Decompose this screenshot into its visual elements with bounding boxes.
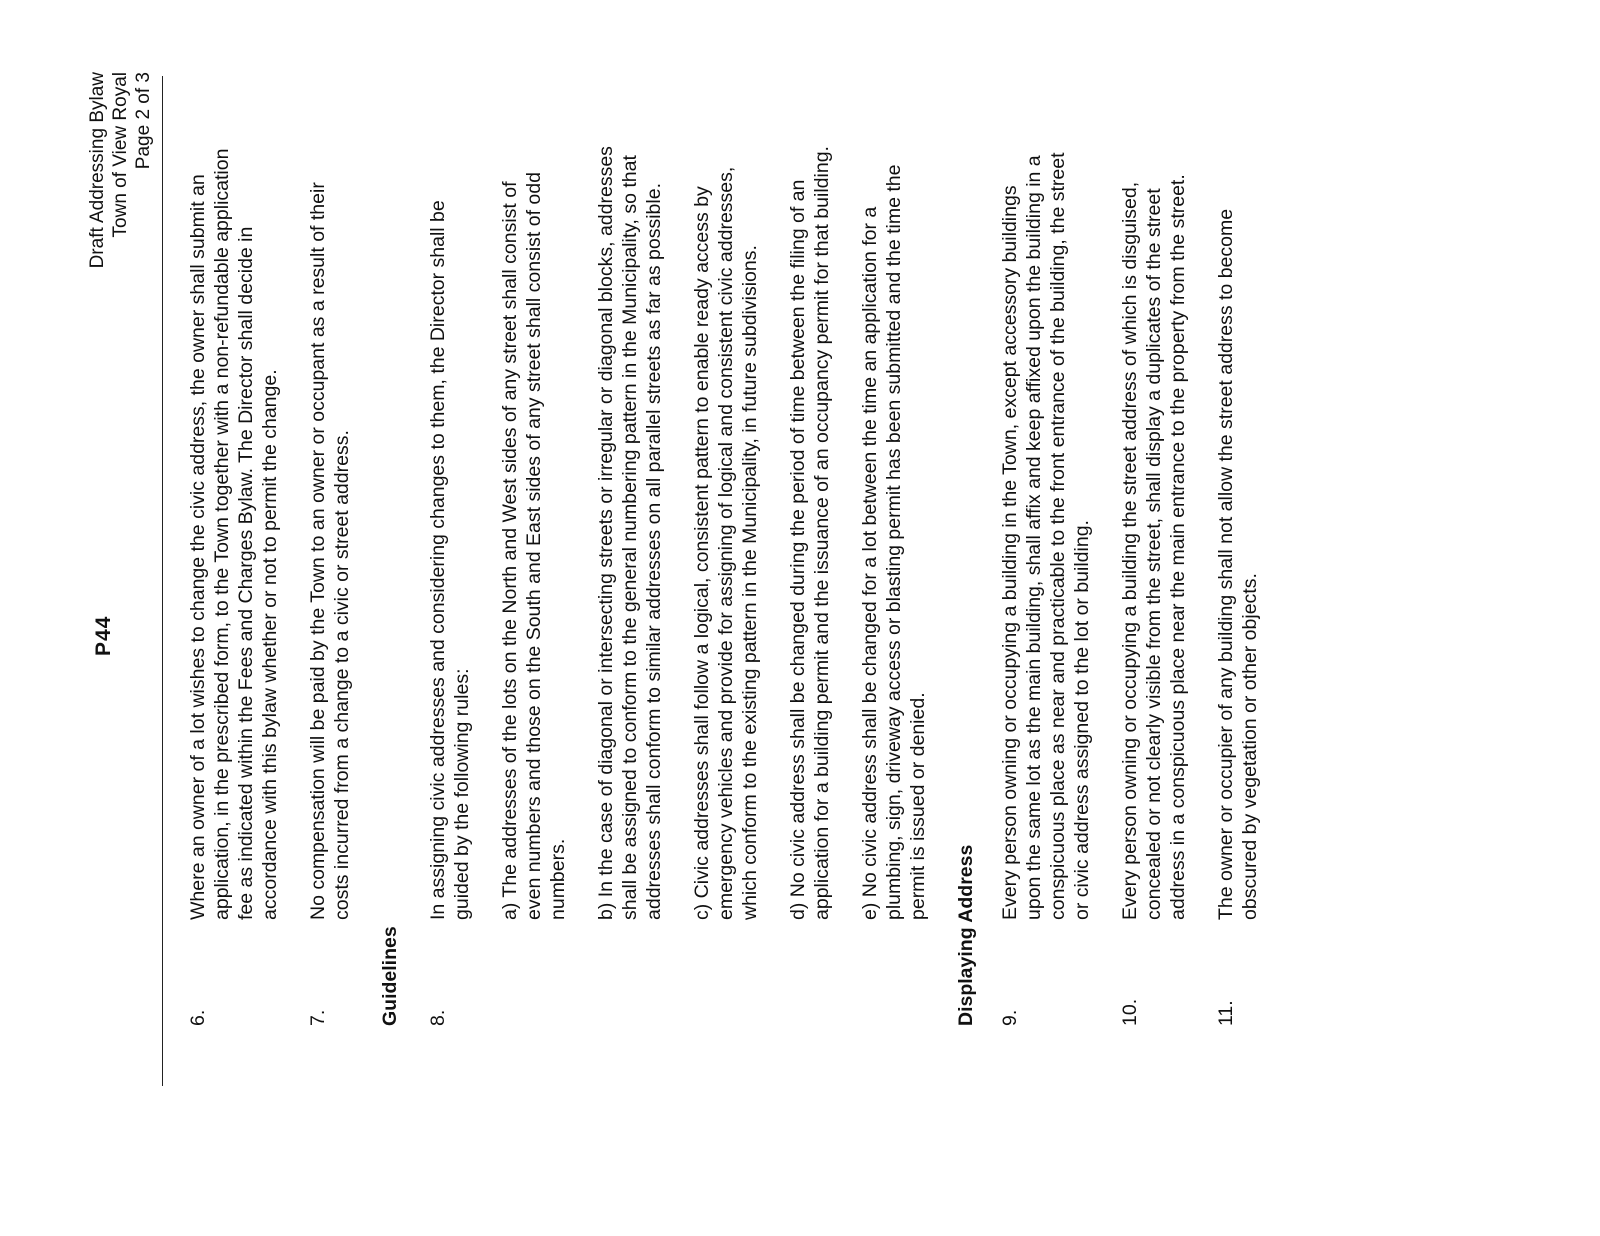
clause-number: 6. — [187, 1009, 209, 1026]
document-title: Draft Addressing Bylaw — [87, 72, 108, 269]
clause-text: No compensation will be paid by the Town to an owner or occupant as a result of their costs incurred from a change to a civic or street address. — [307, 182, 353, 920]
document-header — [86, 72, 155, 268]
clause-10 — [1118, 146, 1190, 1026]
clause-number: 7. — [307, 1009, 329, 1026]
rule-d — [786, 146, 834, 920]
clause-text: Every person owning or occupying a building the street address of which is disguised, concealed or not clearly visible from the street, shall display a duplicates of the street address in a conspicuous place near the main entrance to the property from the street. — [1119, 174, 1189, 920]
rule-text: b) In the case of diagonal or intersecting streets or irregular or diagonal blocks, addresses shall be assigned to conform to the general numbering pattern in the Municipality, so that addresses shall conform to similar addresses on all parallel streets as far as possible. — [595, 146, 665, 920]
clause-number: 8. — [427, 1009, 449, 1026]
rule-b — [594, 146, 666, 920]
clause-9 — [998, 146, 1094, 1026]
clause-text: In assigning civic addresses and considering changes to them, the Director shall be guided by the following rules: — [427, 200, 473, 920]
municipality-name: Town of View Royal — [110, 72, 131, 238]
clause-text: The owner or occupier of any building shall not allow the street address to become obscured by vegetation or other objects. — [1215, 208, 1261, 920]
page-number: Page 2 of 3 — [133, 72, 154, 170]
page-code: P44 — [92, 615, 115, 656]
clause-7 — [306, 146, 354, 1026]
clause-number: 10. — [1119, 998, 1141, 1026]
clause-text: Where an owner of a lot wishes to change the civic address, the owner shall submit an application, in the prescribed form, to the Town together with a non-refundable application fee as indicated within the Fees and Charges Bylaw. The Director shall decide in accordance with this bylaw whether or not to permit the change. — [187, 148, 281, 920]
rule-text: e) No civic address shall be changed for a lot between the time an application for a plumbing, sign, driveway access or blasting permit has been submitted and the time the permit is issued or denied. — [859, 164, 929, 920]
rule-c — [690, 146, 762, 920]
clause-6 — [186, 146, 282, 1026]
rule-text: a) The addresses of the lots on the North and West sides of any street shall consist of even numbers and those on the South and East sides of any street shall consist of odd numbers. — [499, 172, 569, 920]
rule-text: d) No civic address shall be changed during the period of time between the filing of an application for a building permit and the issuance of an occupancy permit for that building. — [787, 146, 833, 920]
clause-number: 11. — [1215, 1000, 1237, 1026]
clause-8 — [426, 146, 474, 1026]
rule-text: c) Civic addresses shall follow a logical, consistent pattern to enable ready access by emergency vehicles and provide for assigning of logical and consistent civic addresses, which conform to the existing pattern in the Municipality, in future subdivisions. — [691, 166, 761, 920]
guidelines-heading: Guidelines — [379, 926, 401, 1026]
header-divider — [162, 76, 163, 1086]
clause-number: 9. — [999, 1009, 1021, 1026]
document-body — [186, 146, 1286, 1026]
displaying-address-heading: Displaying Address — [955, 844, 977, 1026]
rule-e — [858, 146, 930, 920]
clause-11 — [1214, 146, 1262, 1026]
rule-a — [498, 146, 570, 920]
clause-text: Every person owning or occupying a building in the Town, except accessory buildings upon the same lot as the main building, shall affix and keep affixed upon the building in a conspicuous place as near and practicable to the front entrance of the building, the street or civic address assigned to the lot or building. — [999, 152, 1093, 920]
